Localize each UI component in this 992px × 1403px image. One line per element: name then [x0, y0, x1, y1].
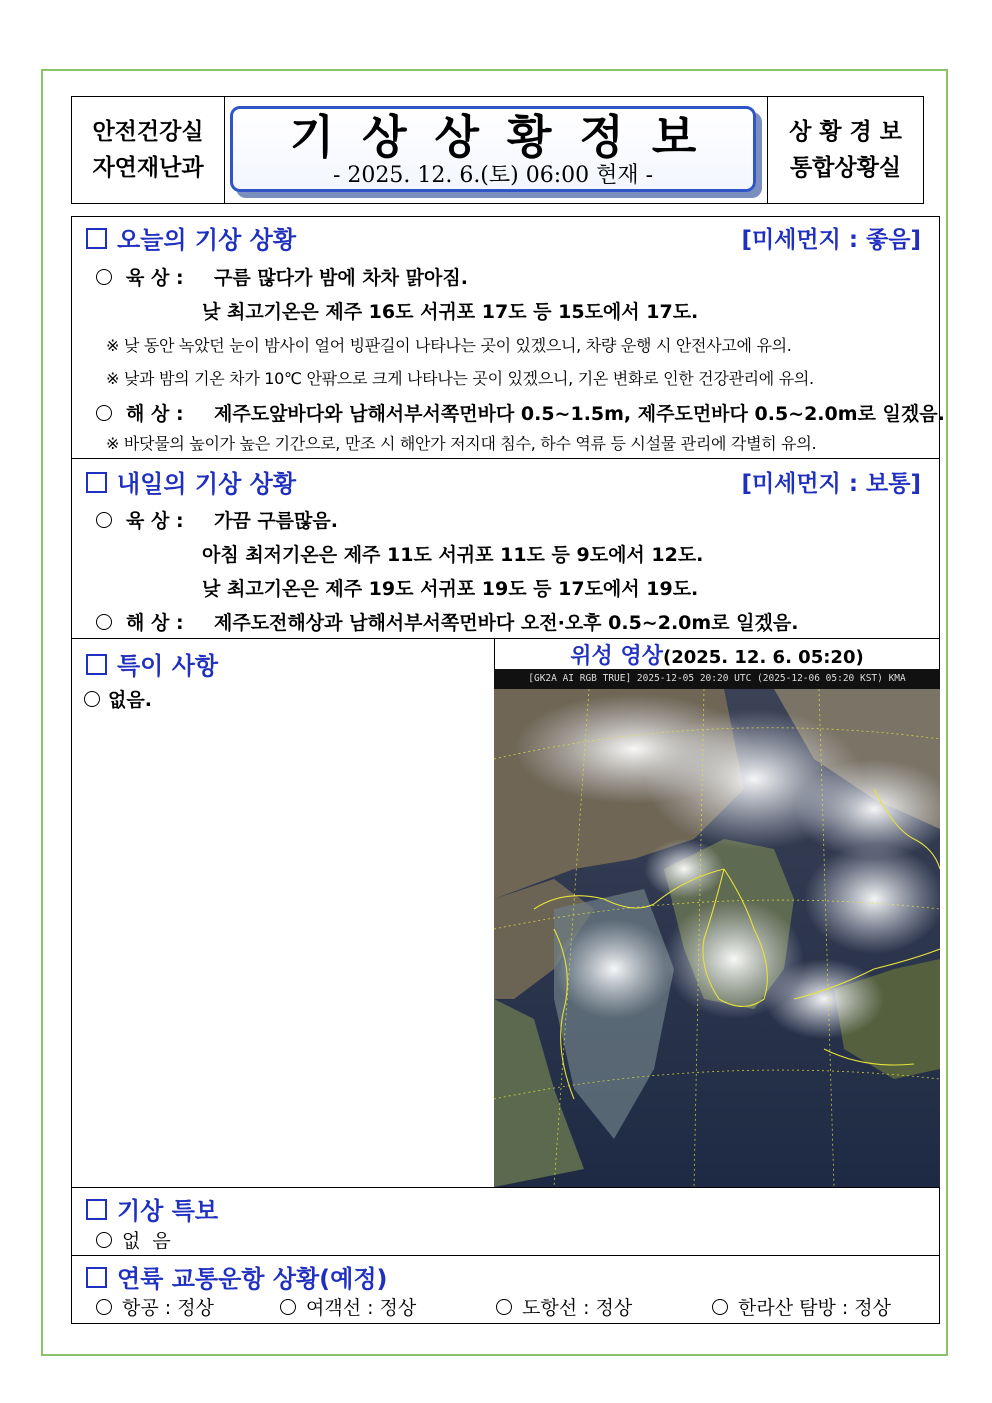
today-land-text1: 구름 많다가 밤에 차차 맑아짐.	[214, 267, 468, 289]
traffic-item-air	[96, 1293, 214, 1320]
special-title	[86, 646, 218, 681]
special-item	[84, 685, 152, 712]
warning-item	[96, 1226, 171, 1253]
tomorrow-sea-text: 제주도전해상과 남해서부서쪽먼바다 오전·오후 0.5~2.0m로 일겠음.	[214, 612, 799, 634]
report-header	[71, 96, 924, 204]
today-note2: ※ 낮과 밤의 기온 차가 10℃ 안팎으로 크게 나타나는 곳이 있겠으니, 기온 변화로 인한 건강관리에 유의.	[106, 369, 814, 388]
today-title	[86, 220, 296, 255]
title-box	[230, 106, 756, 192]
circle-bullet-icon	[280, 1299, 296, 1315]
special-title-text: 특이 사항	[117, 652, 219, 680]
warning-title-text: 기상 특보	[117, 1197, 219, 1225]
today-land-label: 육 상 :	[126, 267, 184, 289]
circle-bullet-icon	[84, 691, 100, 707]
circle-bullet-icon	[96, 1232, 112, 1248]
traffic-section	[71, 1255, 940, 1324]
today-dust-badge: [미세먼지 : 좋음]	[741, 227, 921, 253]
today-note3: ※ 바닷물의 높이가 높은 기간으로, 만조 시 해안가 저지대 침수, 하수 역류 등 시설물 관리에 각별히 유의.	[106, 434, 817, 453]
circle-bullet-icon	[96, 614, 112, 630]
satellite-picture	[494, 669, 940, 1187]
checkbox-icon	[86, 654, 107, 675]
circle-bullet-icon	[96, 269, 112, 285]
tomorrow-land-line1	[96, 506, 338, 533]
warning-title	[86, 1191, 218, 1226]
tomorrow-sea-line	[96, 608, 798, 635]
satellite-caption-time: (2025. 12. 6. 05:20)	[662, 647, 864, 668]
checkbox-icon	[86, 228, 107, 249]
special-item-text: 없음.	[108, 689, 152, 711]
warning-item-text: 없 음	[122, 1230, 171, 1252]
office-line2: 통합상황실	[789, 155, 902, 181]
today-sea-line	[96, 399, 945, 426]
tomorrow-land-text1: 가끔 구름많음.	[214, 510, 338, 532]
today-section	[71, 216, 945, 459]
today-sea-text: 제주도앞바다와 남해서부서쪽먼바다 0.5~1.5m, 제주도먼바다 0.5~2.0m로 일겠음.	[214, 403, 945, 425]
traffic-title-text: 연륙 교통운항 상황(예정)	[117, 1265, 388, 1293]
tomorrow-section	[71, 458, 940, 639]
checkbox-icon	[86, 1267, 107, 1288]
today-title-text: 오늘의 기상 상황	[117, 226, 296, 254]
satellite-caption	[494, 639, 940, 670]
circle-bullet-icon	[712, 1299, 728, 1315]
tomorrow-dust-badge: [미세먼지 : 보통]	[741, 471, 921, 497]
warning-section	[71, 1187, 940, 1256]
today-land-line2: 낮 최고기온은 제주 16도 서귀포 17도 등 15도에서 17도.	[202, 301, 699, 323]
tomorrow-sea-label: 해 상 :	[126, 612, 184, 634]
report-date: - 2025. 12. 6.(토) 06:00 현재 -	[332, 163, 654, 188]
today-land-line1	[96, 263, 468, 290]
traffic-air-text: 항공 : 정상	[122, 1297, 214, 1319]
department-block	[72, 97, 225, 203]
office-line1: 상황경보	[789, 119, 910, 145]
traffic-island-ferry-text: 도항선 : 정상	[522, 1297, 633, 1319]
checkbox-icon	[86, 1199, 107, 1220]
circle-bullet-icon	[96, 1299, 112, 1315]
department-line1: 안전건강실	[92, 119, 204, 145]
circle-bullet-icon	[96, 405, 112, 421]
satellite-image	[494, 669, 940, 1187]
office-block	[767, 97, 923, 203]
circle-bullet-icon	[96, 512, 112, 528]
tomorrow-land-label: 육 상 :	[126, 510, 184, 532]
satellite-image-bar: [GK2A AI RGB TRUE] 2025-12-05 20:20 UTC (2025-12-06 05:20 KST) KMA	[494, 669, 940, 689]
tomorrow-land-line2: 아침 최저기온은 제주 11도 서귀포 11도 등 9도에서 12도.	[202, 544, 704, 566]
department-line2: 자연재난과	[92, 155, 204, 181]
today-note1: ※ 낮 동안 녹았던 눈이 밤사이 얼어 빙판길이 나타나는 곳이 있겠으니, 차량 운행 시 안전사고에 유의.	[106, 336, 792, 355]
traffic-ferry-text: 여객선 : 정상	[306, 1297, 417, 1319]
traffic-hallasan-text: 한라산 탐방 : 정상	[738, 1297, 891, 1319]
tomorrow-land-line3: 낮 최고기온은 제주 19도 서귀포 19도 등 17도에서 19도.	[202, 578, 699, 600]
report-title: 기상상황정보	[289, 110, 725, 164]
tomorrow-title	[86, 464, 296, 499]
tomorrow-title-text: 내일의 기상 상황	[117, 470, 296, 498]
traffic-item-island-ferry	[496, 1293, 632, 1320]
today-sea-label: 해 상 :	[126, 403, 184, 425]
traffic-item-ferry	[280, 1293, 416, 1320]
traffic-item-hallasan	[712, 1293, 891, 1320]
satellite-caption-title: 위성 영상	[570, 644, 663, 669]
special-section	[71, 638, 495, 1188]
circle-bullet-icon	[496, 1299, 512, 1315]
checkbox-icon	[86, 472, 107, 493]
traffic-title	[86, 1259, 388, 1294]
